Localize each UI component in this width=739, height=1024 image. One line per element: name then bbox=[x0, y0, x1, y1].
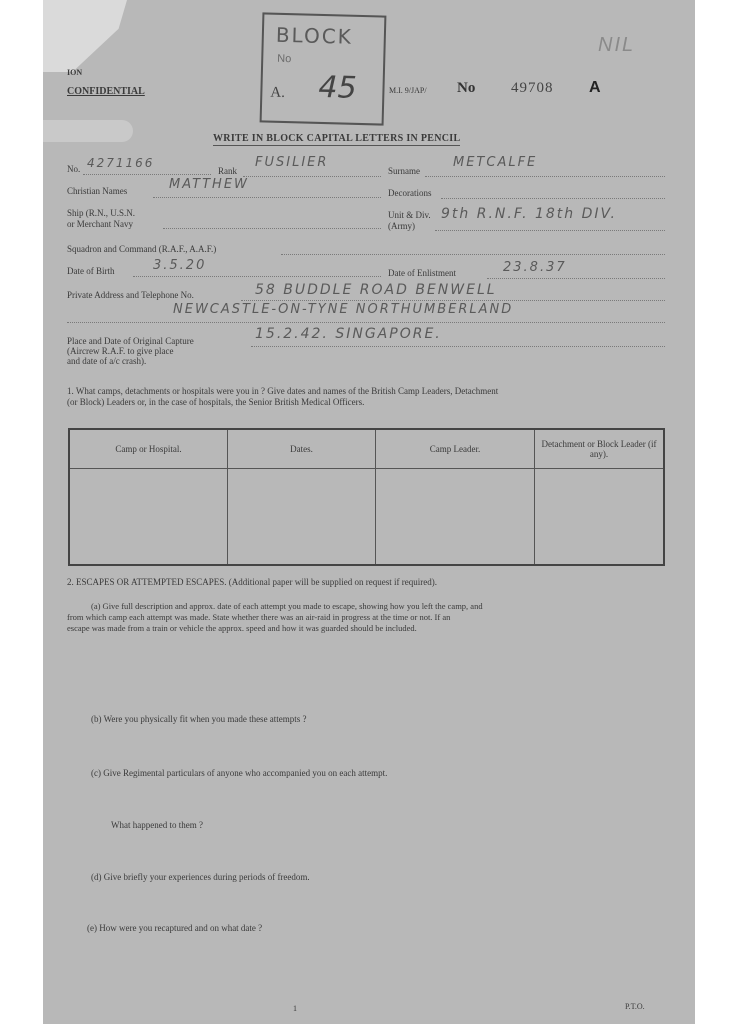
table-cell bbox=[535, 469, 665, 566]
number-label: No bbox=[457, 80, 476, 96]
enlistment-label: Date of Enlistment bbox=[388, 268, 456, 278]
decorations-label: Decorations bbox=[388, 188, 432, 198]
confidential-label: CONFIDENTIAL bbox=[67, 86, 145, 97]
form-ref: M.I. 9/JAP/ bbox=[389, 86, 427, 95]
table-cell bbox=[228, 469, 376, 566]
stamp-no-text: No bbox=[277, 52, 292, 66]
form-number: 49708 bbox=[511, 80, 554, 96]
section1-question-line1: 1. What camps, detachments or hospitals were you in ? Give dates and names of the British Camp Leaders, Detachment bbox=[67, 386, 499, 396]
section2-b: (b) Were you physically fit when you made these attempts ? bbox=[91, 714, 307, 724]
form-page bbox=[43, 0, 695, 1024]
torn-corner bbox=[43, 0, 127, 72]
section2-a-line1: (a) Give full description and approx. date of each attempt you made to escape, showing how you left the camp, and bbox=[91, 601, 483, 611]
rank-value: FUSILIER bbox=[255, 155, 329, 170]
ship-label-2: or Merchant Navy bbox=[67, 219, 133, 229]
service-number-value: 4271166 bbox=[87, 156, 155, 170]
section2-d: (d) Give briefly your experiences during periods of freedom. bbox=[91, 872, 310, 882]
section1-question-line2: (or Block) Leaders or, in the case of hospitals, the Senior British Medical Officers. bbox=[67, 397, 365, 407]
christian-names-value: MATTHEW bbox=[169, 177, 249, 192]
section2-c-followup: What happened to them ? bbox=[111, 820, 203, 830]
no-label: No. bbox=[67, 164, 81, 174]
address-line-1: 58 BUDDLE ROAD BENWELL bbox=[255, 282, 497, 298]
unit-label-1: Unit & Div. bbox=[388, 210, 431, 220]
capture-label-1: Place and Date of Original Capture bbox=[67, 336, 194, 346]
address-line-2: NEWCASTLE-ON-TYNE NORTHUMBERLAND bbox=[173, 302, 514, 317]
capture-value: 15.2.42. SINGAPORE. bbox=[255, 326, 442, 342]
capture-label-3: and date of a/c crash). bbox=[67, 356, 147, 366]
table-header-camp-leader: Camp Leader. bbox=[376, 429, 535, 469]
table-header-dates: Dates. bbox=[228, 429, 376, 469]
surname-label: Surname bbox=[388, 166, 420, 176]
dob-value: 3.5.20 bbox=[153, 258, 207, 273]
rank-label: Rank bbox=[218, 166, 237, 176]
capture-label-2: (Aircrew R.A.F. to give place bbox=[67, 346, 174, 356]
stamp-number: 45 bbox=[318, 69, 358, 106]
table-header-detachment: Detachment or Block Leader (if any). bbox=[535, 429, 665, 469]
ship-label-1: Ship (R.N., U.S.N. bbox=[67, 208, 136, 218]
form-suffix: A bbox=[589, 79, 601, 96]
page-number: 1 bbox=[293, 1004, 297, 1013]
table-cell bbox=[376, 469, 535, 566]
table-cell bbox=[69, 469, 228, 566]
dob-label: Date of Birth bbox=[67, 266, 115, 276]
stamp-block-text: BLOCK bbox=[275, 22, 354, 49]
christian-names-label: Christian Names bbox=[67, 186, 128, 196]
section2-c: (c) Give Regimental particulars of anyone who accompanied you on each attempt. bbox=[91, 768, 388, 778]
enlistment-value: 23.8.37 bbox=[503, 260, 567, 275]
table-header-camp: Camp or Hospital. bbox=[69, 429, 228, 469]
surname-value: METCALFE bbox=[453, 155, 538, 170]
pto-label: P.T.O. bbox=[625, 1002, 645, 1011]
paper-tab bbox=[43, 120, 133, 142]
section2-a-line2: from which camp each attempt was made. State whether there was an air-raid in progress at the time or not. If an bbox=[67, 612, 451, 622]
stamp-letter: A. bbox=[270, 84, 286, 102]
unit-label-2: (Army) bbox=[388, 221, 415, 231]
squadron-label: Squadron and Command (R.A.F., A.A.F.) bbox=[67, 244, 217, 254]
instruction-heading: WRITE IN BLOCK CAPITAL LETTERS IN PENCIL bbox=[213, 133, 461, 144]
block-stamp bbox=[260, 12, 387, 125]
section2-a-line3: escape was made from a train or vehicle the approx. speed and how it was guarded should be included. bbox=[67, 623, 417, 633]
section2-e: (e) How were you recaptured and on what date ? bbox=[87, 923, 263, 933]
topright-annotation: NIL bbox=[598, 34, 636, 56]
camps-table bbox=[68, 428, 665, 566]
partial-header-text: ION bbox=[67, 68, 83, 77]
unit-value: 9th R.N.F. 18th DIV. bbox=[441, 206, 617, 222]
section2-heading: 2. ESCAPES OR ATTEMPTED ESCAPES. (Additional paper will be supplied on request if required). bbox=[67, 577, 437, 587]
address-label: Private Address and Telephone No. bbox=[67, 290, 194, 300]
